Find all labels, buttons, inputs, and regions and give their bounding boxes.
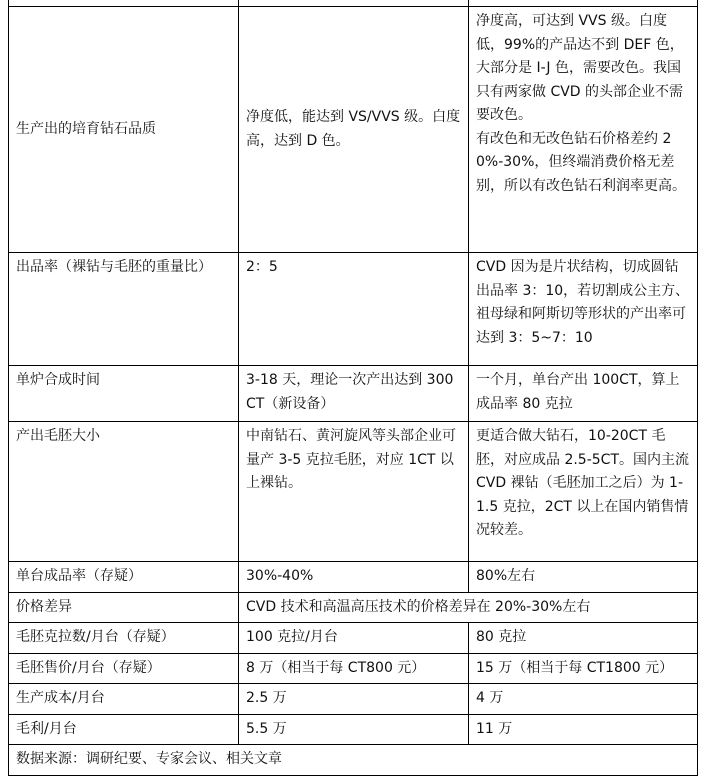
table-row [9,422,698,562]
hpht-cell: 8 万（相当于每 CT800 元） [239,653,469,684]
hpht-cell: 2.5 万 [239,684,469,715]
cvd-cell [469,7,698,253]
cvd-cell: 80 克拉 [469,623,698,654]
cvd-cell: 80%左右 [469,562,698,593]
merged-cell: CVD 技术和高温高压技术的价格差异在 20%-30%左右 [239,592,698,623]
table-row [9,623,698,654]
hpht-cell: 3-18 天，理论一次产出达到 300CT（新设备） [239,366,469,422]
comparison-table [8,0,698,776]
cvd-cell-paragraph: 有改色和无改色钻石价格差约 20%-30%，但终端消费价格无差别，所以有改色钻石利润率更高。 [476,130,686,194]
row-label: 生产出的培育钻石品质 [9,7,239,253]
hpht-cell: 5.5 万 [239,714,469,745]
table-row [9,653,698,684]
table-row [9,7,698,253]
row-label: 生产成本/月台 [9,684,239,715]
table-row [9,562,698,593]
row-label: 单台成品率（存疑） [9,562,239,593]
hpht-cell: 中南钻石、黄河旋风等头部企业可量产 3-5 克拉毛胚，对应 1CT 以上裸钻。 [239,422,469,562]
cvd-cell-paragraph: 净度高，可达到 VVS 级。白度低，99%的产品达不到 DEF 色，大部分是 I-J 色，需要改色。我国只有两家做 CVD 的头部企业不需要改色。 [476,13,684,123]
row-label: 毛胚克拉数/月台（存疑） [9,623,239,654]
cvd-cell: CVD 因为是片状结构，切成圆钻出品率 3：10，若切割成公主方、祖母绿和阿斯切等形状的产出率可达到 3：5~7：10 [469,253,698,366]
hpht-cell: 30%-40% [239,562,469,593]
row-label: 出品率（裸钻与毛胚的重量比） [9,253,239,366]
row-label: 毛胚售价/月台（存疑） [9,653,239,684]
cvd-cell: 11 万 [469,714,698,745]
table-row [9,366,698,422]
row-label: 产出毛胚大小 [9,422,239,562]
table-row [9,714,698,745]
row-label: 单炉合成时间 [9,366,239,422]
cvd-cell: 15 万（相当于每 CT1800 元） [469,653,698,684]
row-label: 价格差异 [9,592,239,623]
table-row [9,253,698,366]
table-row [9,745,698,776]
hpht-cell: 100 克拉/月台 [239,623,469,654]
cvd-cell: 一个月，单台产出 100CT，算上成品率 80 克拉 [469,366,698,422]
table-row [9,684,698,715]
cvd-cell: 更适合做大钻石，10-20CT 毛胚，对应成品 2.5-5CT。国内主流 CVD 裸钻（毛胚加工之后）为 1-1.5 克拉，2CT 以上在国内销售情况较差。 [469,422,698,562]
source-note: 数据来源：调研纪要、专家会议、相关文章 [9,745,698,776]
row-label: 毛利/月台 [9,714,239,745]
hpht-cell: 2：5 [239,253,469,366]
table-row [9,592,698,623]
hpht-cell: 净度低，能达到 VS/VVS 级。白度高，达到 D 色。 [239,7,469,253]
cvd-cell: 4 万 [469,684,698,715]
